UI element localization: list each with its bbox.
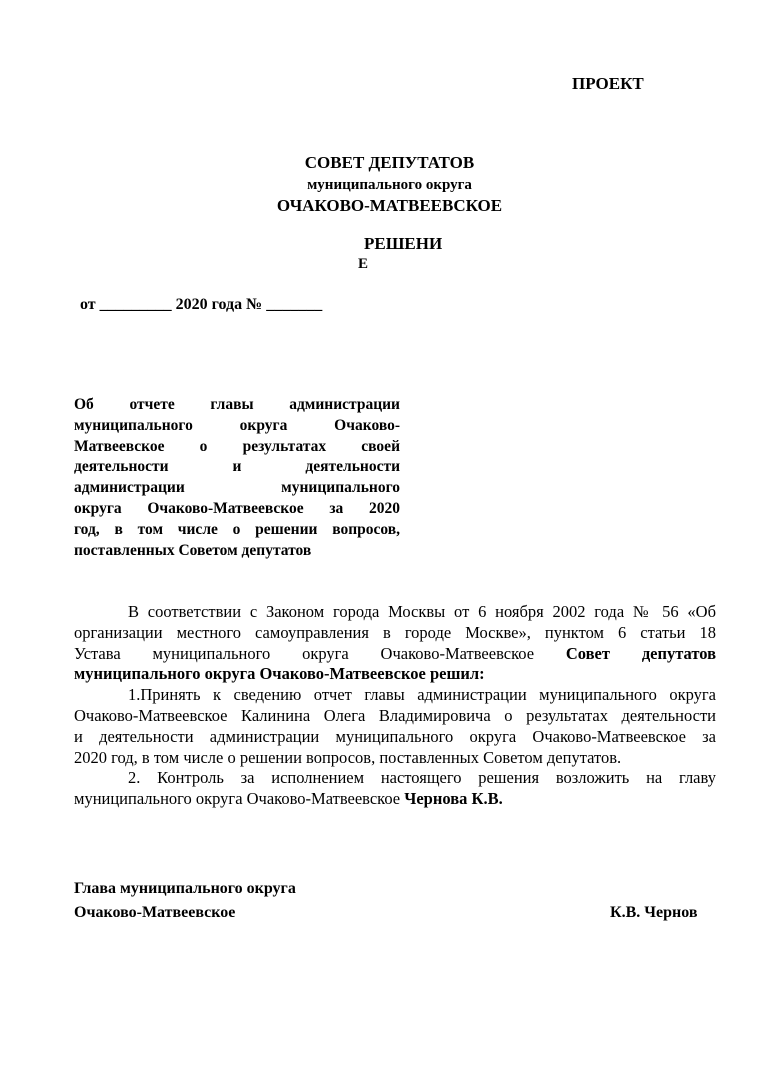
draft-stamp: ПРОЕКТ [572,74,644,93]
body-line: и деятельности администрации муниципального округа Очаково-Матвеевское за [74,726,716,746]
decision-title-part2: Е [358,256,369,272]
signatory-title-line1: Глава муниципального округа [74,880,296,897]
body-line: 1.Принять к сведению отчет главы администрации муниципального округа [128,685,716,705]
subject-line: муниципального округа Очаково- [74,416,400,434]
body-line-part: Устава муниципального округа Очаково-Матвеевское [74,643,535,663]
body-line-bold: Совет депутатов [565,643,717,663]
subject-line: Об отчете главы администрации [74,396,400,413]
body-line: Очаково-Матвеевское Калинина Олега Владимировича о результатах деятельности [74,705,716,725]
decision-body [74,602,716,810]
subject-line: округа Очаково-Матвеевское за 2020 [74,499,400,517]
body-line: В соответствии с Законом города Москвы от 6 ноября 2002 года № 56 «Об [128,602,716,621]
district-name: ОЧАКОВО-МАТВЕЕВСКОЕ [276,196,503,215]
date-number-line: от _________ 2020 года № _______ [80,296,323,313]
subject-line: деятельности и деятельности [74,458,400,476]
decision-title-part1: РЕШЕНИ [364,234,443,253]
signatory-name: К.В. Чернов [610,904,698,921]
subject-line: год, в том числе о решении вопросов, [74,520,400,538]
body-line: муниципального округа Очаково-Матвеевское решил: [74,664,485,684]
body-line [74,789,716,810]
subject-line: администрации муниципального [74,479,400,497]
council-title: СОВЕТ ДЕПУТАТОВ [304,153,475,172]
decision-subject [74,395,400,561]
subject-line: Матвеевское о результатах своей [74,437,400,455]
district-type: муниципального округа [307,177,472,193]
body-line: 2020 год, в том числе о решении вопросов, поставленных Советом депутатов. [74,747,622,767]
body-line: 2. Контроль за исполнением настоящего решения возложить на главу [128,768,716,788]
body-line: организации местного самоуправления в городе Москве», пунктом 6 статьи 18 [74,622,716,642]
subject-line: поставленных Советом депутатов [74,541,312,559]
body-line-bold: Чернова К.В. [404,789,503,809]
signatory-title-line2: Очаково-Матвеевское [74,904,236,921]
body-line-part: муниципального округа Очаково-Матвеевское [74,789,401,809]
body-line [74,644,716,665]
